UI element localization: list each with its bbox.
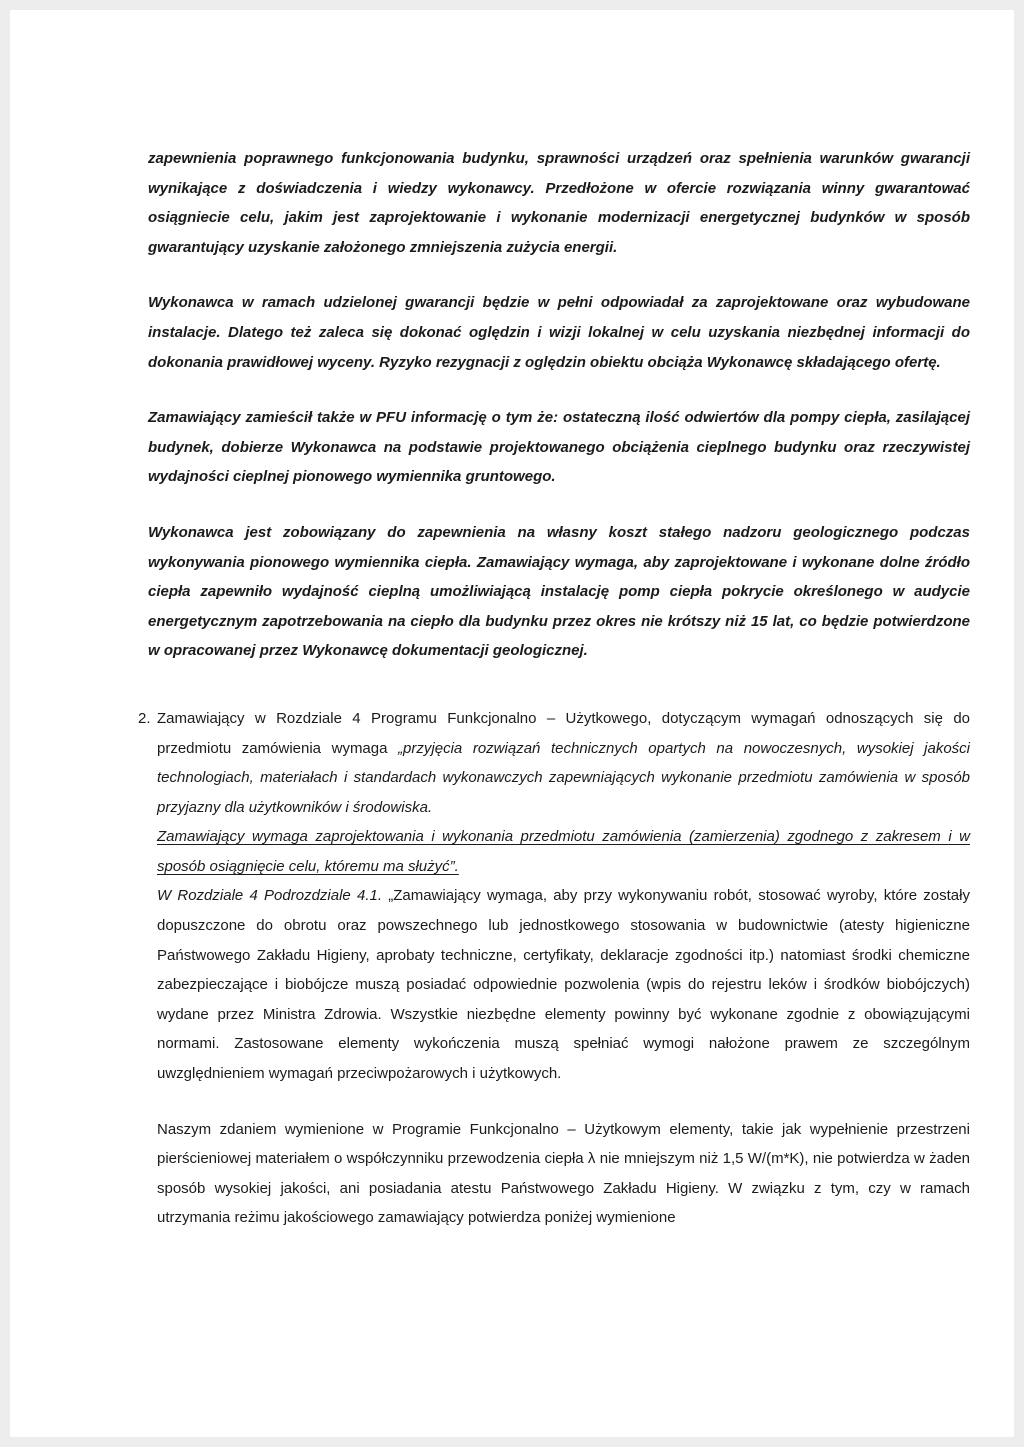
paragraph-warranty-design: zapewnienia poprawnego funkcjonowania budynku, sprawności urządzeń oraz spełnienia warunków gwarancji wynikające z doświadczenia i wiedzy wykonawcy. Przedłożone w ofercie rozwiązania winny gwarantować osiągniecie celu, jakim jest zaprojektowanie i wykonanie modernizacji energetycznej budynków w sposób gwarantujący uzyskanie założonego zmniejszenia zużycia energii. bbox=[148, 150, 970, 256]
item-2-opinion: Naszym zdaniem wymienione w Programie Funkcjonalno – Użytkowym elementy, takie jak wypełnienie przestrzeni pierścieniowej materiałem o współczynniku przewodzenia ciepła λ nie mniejszym niż 1,5 W/(m*K), nie potwierdza w żaden sposób wysokiej jakości, ani posiadania atestu Państwowego Zakładu Higieny. W związku z tym, czy w ramach utrzymania reżimu jakościowego zamawiający potwierdza poniżej wymienione bbox=[157, 1120, 970, 1227]
document-page bbox=[10, 10, 1014, 1437]
item-2-underlined-requirement: Zamawiający wymaga zaprojektowania i wykonania przedmiotu zamówienia (zamierzenia) zgodnego z zakresem i w sposób osiągnięcie celu, któremu ma służyć”. bbox=[157, 828, 970, 875]
item-2-intro bbox=[157, 704, 970, 822]
page-content bbox=[138, 144, 970, 1233]
item-2-intro-quote: „przyjęcia rozwiązań technicznych opartych na nowoczesnych, wysokiej jakości technologiach, materiałach i standardach wykonawczych zapewniających wykonanie przedmiotu zamówienia w sposób przyjazny dla użytkowników i środowiska. bbox=[157, 739, 970, 816]
list-item-2 bbox=[138, 704, 970, 1233]
item-2-reference bbox=[157, 881, 970, 1088]
paragraph-contractor-liability: Wykonawca w ramach udzielonej gwarancji będzie w pełni odpowiadał za zaprojektowane oraz wybudowane instalacje. Dlatego też zaleca się dokonać oględzin i wizji lokalnej w celu uzyskania niezbędnej informacji do dokonania prawidłowej wyceny. Ryzyko rezygnacji z oględzin obiektu obciąża Wykonawcę składającego ofertę. bbox=[148, 294, 970, 371]
item-2-reference-text: „Zamawiający wymaga, aby przy wykonywaniu robót, stosować wyroby, które zostały dopuszczone do obrotu oraz powszechnego lub jednostkowego stosowania w budownictwie (atesty higieniczne Państwowego Zakładu Higieny, aprobaty techniczne, certyfikaty, deklaracje zgodności itp.) natomiast środki chemiczne zabezpieczające i biobójcze muszą posiadać odpowiednie pozwolenia (wpis do rejestru leków i środków biobójczych) wydane przez Ministra Zdrowia. Wszystkie niezbędne elementy powinny być wykonane zgodnie z obowiązującymi normami. Zastosowane elementy wykończenia muszą spełniać wymogi nałożone prawem ze szczególnym uwzględnieniem wymagań przeciwpożarowych i użytkowych. bbox=[157, 887, 970, 1083]
item-2-intro-plain: Zamawiający w Rozdziale 4 Programu Funkcjonalno – Użytkowego, dotyczącym wymagań odnoszących się do przedmiotu zamówienia wymaga bbox=[157, 709, 970, 757]
item-2-reference-location: W Rozdziale 4 Podrozdziale 4.1. bbox=[157, 887, 382, 905]
paragraph-boreholes: Zamawiający zamieścił także w PFU informację o tym że: ostateczną ilość odwiertów dla pompy ciepła, zasilającej budynek, dobierze Wykonawca na podstawie projektowanego obciążenia cieplnego budynku oraz rzeczywistej wydajności cieplnej pionowego wymiennika gruntowego. bbox=[148, 409, 970, 486]
paragraph-geological-supervision: Wykonawca jest zobowiązany do zapewnienia na własny koszt stałego nadzoru geologicznego podczas wykonywania pionowego wymiennika ciepła. Zamawiający wymaga, aby zaprojektowane i wykonane dolne źródło ciepła zapewniło wydajność cieplną umożliwiającą instalację pomp ciepła pokrycie określonego w audycie energetycznym zapotrzebowania na ciepło dla budynku przez okres nie krótszy niż 15 lat, co będzie potwierdzone w opracowanej przez Wykonawcę dokumentacji geologicznej. bbox=[148, 523, 970, 660]
list-item-number: 2. bbox=[138, 709, 151, 727]
